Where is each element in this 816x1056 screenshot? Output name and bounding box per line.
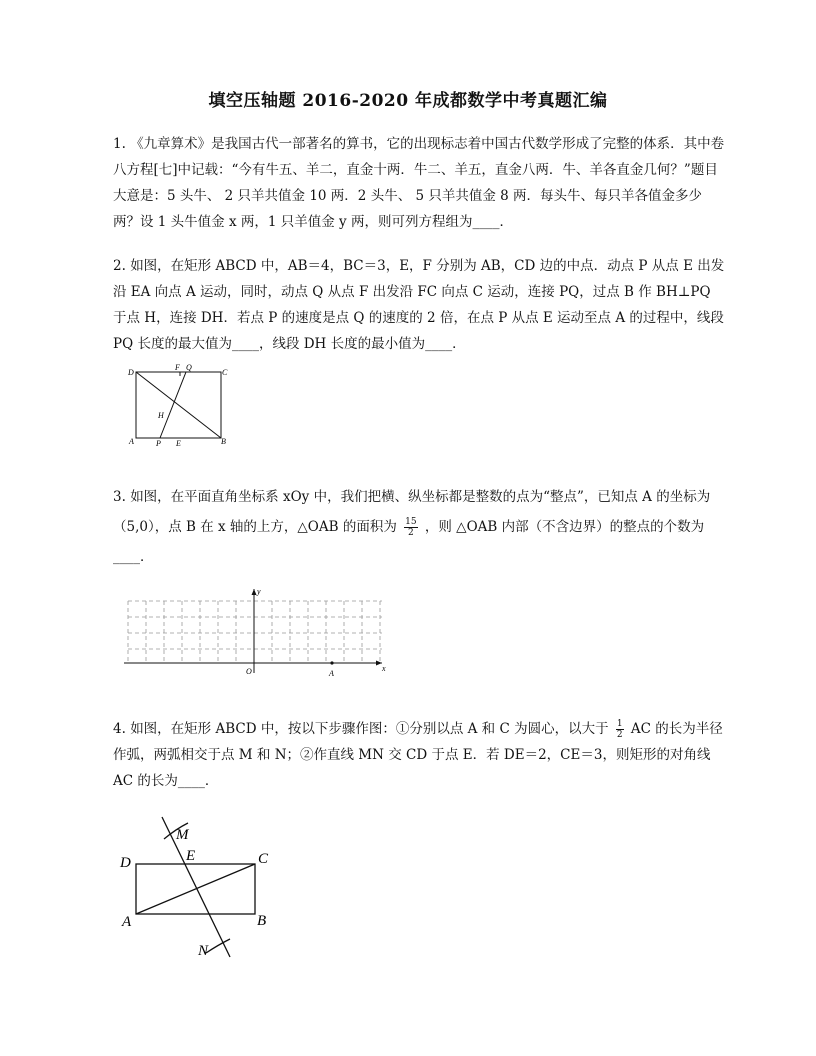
fraction	[404, 517, 417, 538]
label-H: H	[158, 411, 164, 420]
label-B: B	[257, 913, 267, 929]
label-P: P	[156, 439, 161, 448]
question-text-before: 如图，在平面直角坐标系 xOy 中，我们把横、纵坐标都是整数的点为“整点”，已知点 A 的坐标为（5,0），点 B 在 x 轴的上方，△OAB 的面积为	[113, 489, 711, 535]
label-C: C	[258, 851, 269, 867]
label-B: B	[221, 437, 226, 446]
page-title: 填空压轴题 2016-2020 年成都数学中考真题汇编	[208, 91, 608, 111]
y-axis-arrow-icon	[252, 589, 257, 595]
question-number: 1.	[113, 136, 126, 152]
question-1	[113, 131, 725, 235]
question-number: 3.	[113, 489, 126, 505]
fraction-numerator: 15	[405, 517, 417, 527]
coordinate-grid-figure-q3	[120, 585, 400, 677]
question-text: 《九章算术》是我国古代一部著名的算书，它的出现标志着中国古代数学形成了完整的体系．其中卷八方程[七]中记载：“今有牛五、羊二，直金十两．牛二、羊五，直金八两．牛、羊各直金几何？”题目大意是：5 头牛、 2 只羊共值金 10 两．2 头牛、 5 只羊共值金 8 两．每头牛、每只羊各值金多少两？设 1 头牛值金 x 两，1 只羊值金 y 两，则可列方程组为____．	[113, 136, 725, 230]
question-text: 如图，在矩形 ABCD 中，AB＝4，BC＝3，E，F 分别为 AB，CD 边的中点．动点 P 从点 E 出发沿 EA 向点 A 运动，同时，动点 Q 从点 F 出发沿 FC 向点 C 运动，连接 PQ，过点 B 作 BH⊥PQ 于点 H，连接 DH．若点 P 的速度是点 Q 的速度的 2 倍，在点 P 从点 E 运动至点 A 的过程中，线段 PQ 长度的最大值为____，线段 DH 长度的最小值为____．	[113, 258, 725, 352]
label-Q: Q	[186, 363, 192, 372]
label-A: A	[122, 914, 132, 930]
fraction-denominator: 2	[408, 528, 414, 538]
question-text-after: AC 的长为半径作弧，两弧相交于点 M 和 N；②作直线 MN 交 CD 于点 E．若 DE＝2，CE＝3，则矩形的对角线 AC 的长为____．	[113, 721, 723, 789]
label-D: D	[120, 855, 131, 871]
label-F: F	[175, 363, 180, 372]
label-A: A	[329, 669, 334, 677]
fraction	[616, 719, 624, 740]
question-number: 2.	[113, 258, 126, 274]
fraction-denominator: 2	[616, 730, 623, 740]
question-3	[113, 482, 725, 572]
label-x: x	[382, 664, 386, 673]
question-text-after: ，则 △OAB 内部（不含边界）的整点的个数为____．	[113, 519, 705, 565]
rectangle-figure-q2	[126, 362, 236, 450]
label-E: E	[186, 848, 196, 864]
label-N: N	[198, 943, 209, 959]
label-O: O	[246, 667, 252, 676]
label-C: C	[222, 368, 228, 377]
question-4	[113, 716, 725, 794]
question-number: 4.	[113, 721, 126, 737]
rectangle-construction-figure-q4	[116, 815, 286, 965]
label-D: D	[128, 368, 134, 377]
label-M: M	[176, 827, 189, 843]
fraction-numerator: 1	[616, 719, 623, 729]
label-y: y	[257, 587, 261, 596]
question-text-before: 如图，在矩形 ABCD 中，按以下步骤作图：①分别以点 A 和 C 为圆心，以大于	[130, 721, 609, 737]
label-A: A	[129, 437, 134, 446]
point-A	[330, 661, 333, 664]
label-E: E	[176, 439, 181, 448]
question-2	[113, 253, 725, 357]
